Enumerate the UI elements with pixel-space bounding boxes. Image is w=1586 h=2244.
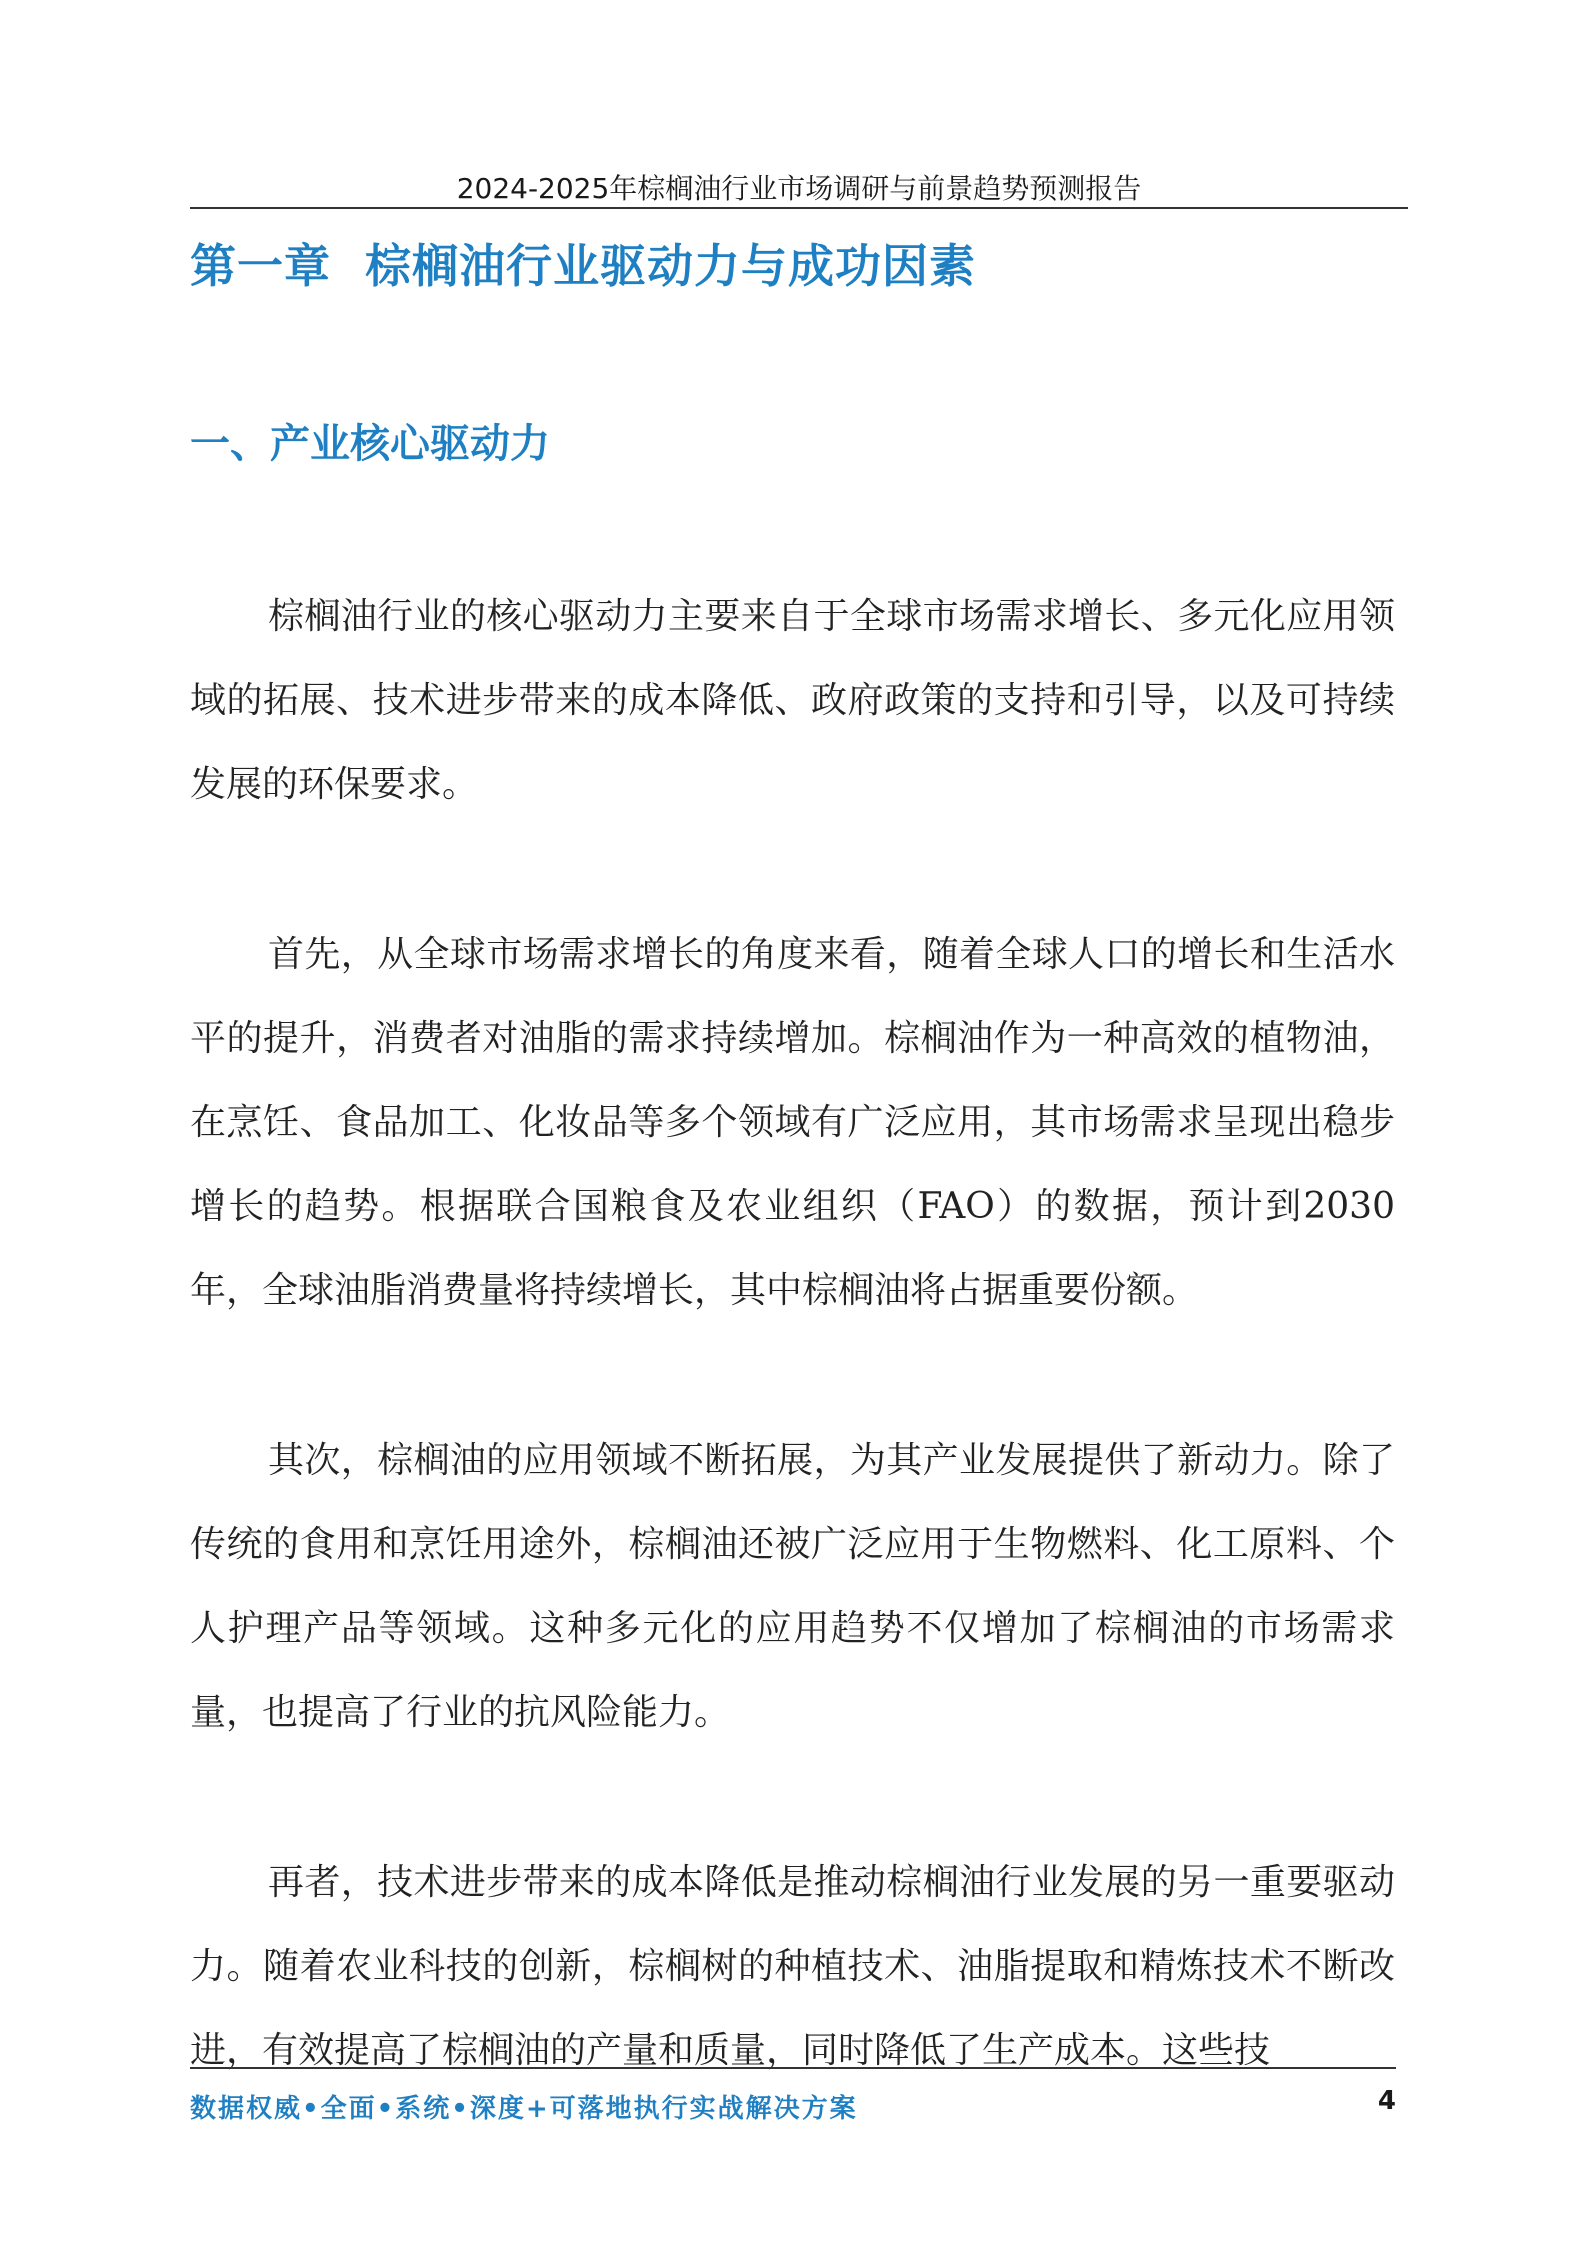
paragraph-3: 其次，棕榈油的应用领域不断拓展，为其产业发展提供了新动力。除了传统的食用和烹饪用途外，棕榈油还被广泛应用于生物燃料、化工原料、个人护理产品等领域。这种多元化的应用趋势不仅增加了棕榈油的市场需求量，也提高了行业的抗风险能力。 bbox=[190, 1440, 1395, 1733]
report-header-title: 2024-2025年棕榈油行业市场调研与前景趋势预测报告 bbox=[456, 172, 1142, 205]
header-divider bbox=[190, 207, 1408, 209]
page-number: 4 bbox=[1377, 2086, 1396, 2116]
paragraph-2: 首先，从全球市场需求增长的角度来看，随着全球人口的增长和生活水平的提升，消费者对油脂的需求持续增加。棕榈油作为一种高效的植物油，在烹饪、食品加工、化妆品等多个领域有广泛应用，其市场需求呈现出稳步增长的趋势。根据联合国粮食及农业组织（FAO）的数据，预计到2030年，全球油脂消费量将持续增长，其中棕榈油将占据重要份额。 bbox=[190, 934, 1395, 1311]
section-title: 一、产业核心驱动力 bbox=[190, 421, 550, 467]
body-text bbox=[190, 575, 1395, 2179]
chapter-title: 第一章 棕榈油行业驱动力与成功因素 bbox=[190, 239, 977, 293]
paragraph-1: 棕榈油行业的核心驱动力主要来自于全球市场需求增长、多元化应用领域的拓展、技术进步带来的成本降低、政府政策的支持和引导，以及可持续发展的环保要求。 bbox=[190, 596, 1395, 805]
paragraph-4: 再者，技术进步带来的成本降低是推动棕榈油行业发展的另一重要驱动力。随着农业科技的创新，棕榈树的种植技术、油脂提取和精炼技术不断改进，有效提高了棕榈油的产量和质量，同时降低了生产成本。这些技 bbox=[190, 1862, 1395, 2071]
footer-divider bbox=[190, 2067, 1396, 2069]
footer-slogan: 数据权威•全面•系统•深度+可落地执行实战解决方案 bbox=[190, 2094, 858, 2124]
